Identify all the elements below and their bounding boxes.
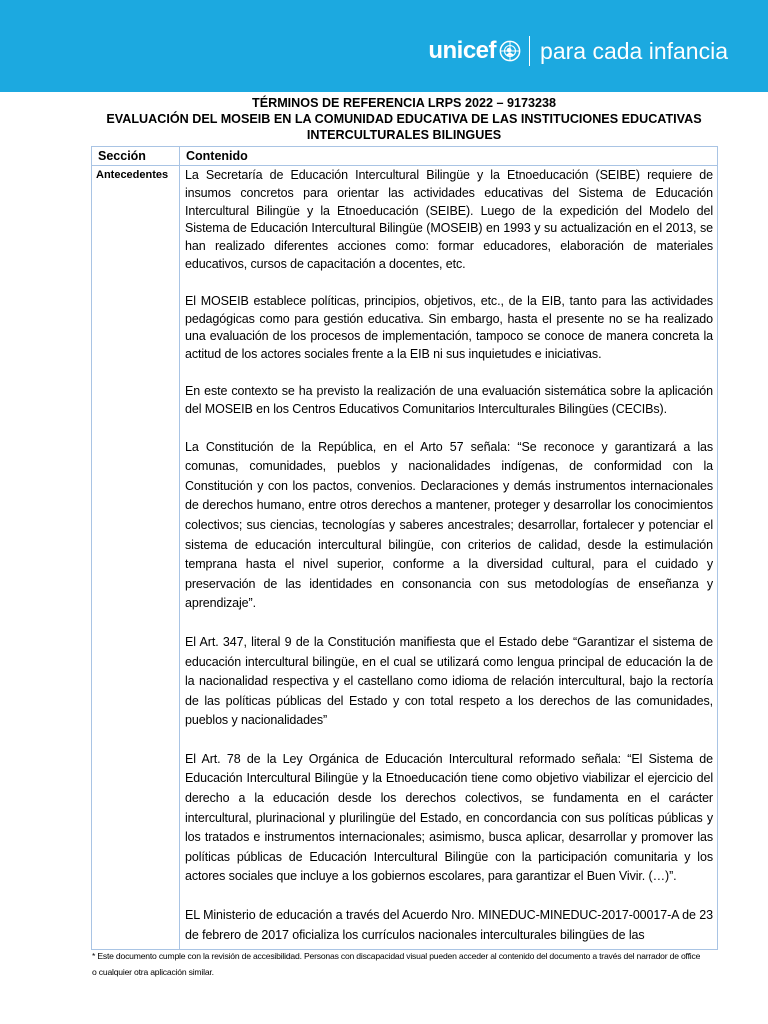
unicef-emblem-icon xyxy=(499,40,521,62)
brand-tagline: para cada infancia xyxy=(540,37,728,64)
table-header-row xyxy=(92,147,718,166)
column-header-section: Sección xyxy=(92,147,180,166)
unicef-logo xyxy=(428,34,728,68)
paragraph-2: El MOSEIB establece políticas, principios, objetivos, etc., de la EIB, tanto para las actividades pedagógicas como para gestión educativa. Sin embargo, hasta el presente no se ha realizado una evaluación de los procesos de implementación, tampoco se conoce de manera concreta la actitud de los actores sociales frente a la EIB ni sus inquietudes e iniciativas. xyxy=(185,293,713,362)
content-table xyxy=(91,146,718,950)
title-line-1: TÉRMINOS DE REFERENCIA LRPS 2022 – 9173238 xyxy=(252,96,556,110)
paragraph-6: El Art. 78 de la Ley Orgánica de Educación Intercultural reformado señala: “El Sistema de Educación Intercultural Bilingüe y la Etnoeducación tiene como objetivo viabilizar el ejercicio del derecho a la educación desde los derechos colectivos, se fundamenta en el carácter intercultural, plurinacional y plurilingüe del Estado, en concordancia con sus políticas públicas y los tratados e instrumentos internacionales; asimismo, busca aplicar, desarrollar y promover las políticas públicas de Educación Intercultural Bilingüe con la participación comunitaria y los actores sociales que incluye a los gobiernos escolares, para garantizar el Buen Vivir. (…)”. xyxy=(185,751,713,884)
paragraph-4: La Constitución de la República, en el Arto 57 señala: “Se reconoce y garantizará a las comunas, comunidades, pueblos y nacionalidades indígenas, de conformidad con la Constitución y con los pactos, convenios. Declaraciones y demás instrumentos internacionales de derechos humano, entre otros derechos a mantener, proteger y desarrollar los conocimientos colectivos; sus ciencias, tecnologías y saberes ancestrales; desarrollar, fortalecer y potenciar el sistema de educación intercultural bilingüe, con criterios de calidad, desde la estimulación temprana hasta el nivel superior, conforme a la diversidad cultural, para el cuidado y preservación de las identidades en consonancia con sus metodologías de enseñanza y aprendizaje”. xyxy=(185,439,713,611)
document-title xyxy=(92,95,716,143)
logo-divider xyxy=(529,36,530,66)
paragraph-3: En este contexto se ha previsto la realización de una evaluación sistemática sobre la aplicación del MOSEIB en los Centros Educativos Comunitarios Interculturales Bilingües (CECIBs). xyxy=(185,383,713,416)
title-line-2: EVALUACIÓN DEL MOSEIB EN LA COMUNIDAD EDUCATIVA DE LAS INSTITUCIONES EDUCATIVAS xyxy=(106,112,702,126)
title-line-3: INTERCULTURALES BILINGUES xyxy=(306,128,502,142)
brand-name: unicef xyxy=(428,37,497,64)
column-header-content: Contenido xyxy=(180,147,718,166)
paragraph-7: EL Ministerio de educación a través del Acuerdo Nro. MINEDUC-MINEDUC-2017-00017-A de 23 de febrero de 2017 oficializa los currículos nacionales interculturales bilingües de las xyxy=(185,908,713,942)
content-cell xyxy=(180,166,718,950)
header-banner xyxy=(0,0,768,92)
table-row xyxy=(92,166,718,950)
paragraph-1: La Secretaría de Educación Intercultural Bilingüe y la Etnoeducación (SEIBE) requiere de insumos concretos para orientar las actividades educativas del Sistema de Educación Intercultural Bilingüe y la Etnoeducación (SEIBE). Luego de la expedición del Modelo del Sistema de Educación Intercultural Bilingüe (MOSEIB) en 1993 y su actualización en el 2013, se han realizado diferentes acciones como: formar educadores, elaboración de materiales educativos, cursos de capacitación a docentes, etc. xyxy=(185,168,713,271)
section-label: Antecedentes xyxy=(92,166,180,950)
accessibility-footnote: * Este documento cumple con la revisión de accesibilidad. Personas con discapacidad visual pueden acceder al contenido del documento a través del narrador de office o cualquier otra aplicación similar. xyxy=(92,951,701,977)
paragraph-5: El Art. 347, literal 9 de la Constitución manifiesta que el Estado debe “Garantizar el sistema de educación intercultural bilingüe, en el cual se utilizará como lengua principal de educación la de la nacionalidad respectiva y el castellano como idioma de relación intercultural, bajo la rectoría de las políticas públicas del Estado y con total respeto a los derechos de las comunidades, pueblos y nacionalidades” xyxy=(185,634,713,728)
